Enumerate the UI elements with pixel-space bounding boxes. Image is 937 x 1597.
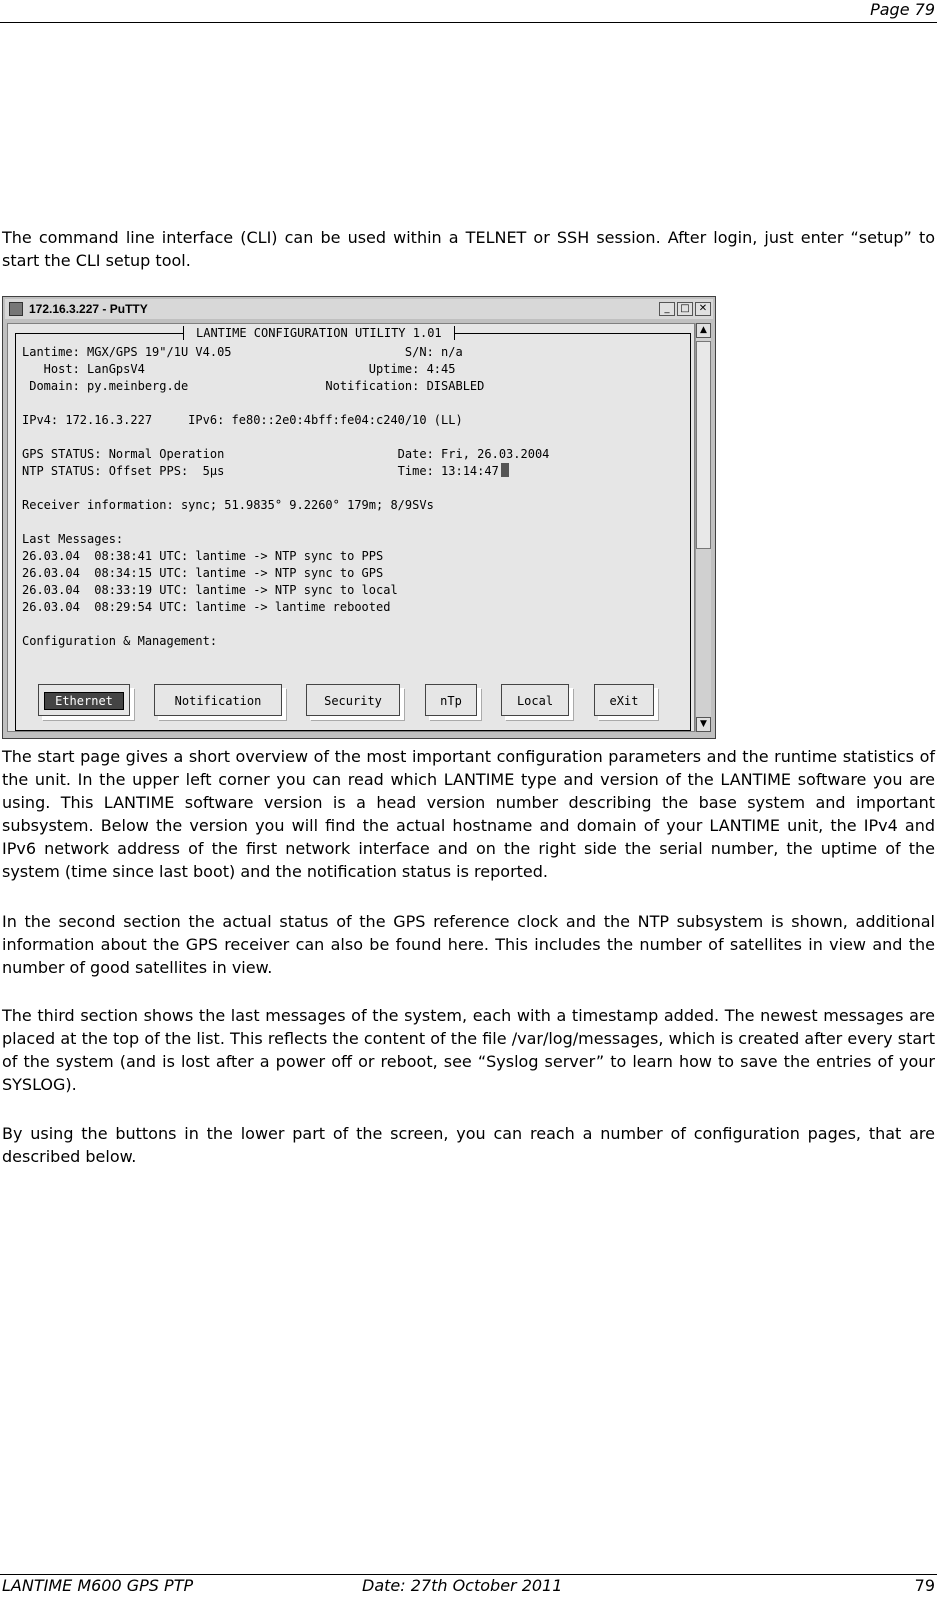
message-line: 26.03.04 08:38:41 UTC: lantime -> NTP sync to PPS bbox=[22, 549, 384, 563]
ntp-button[interactable]: nTp bbox=[425, 684, 477, 716]
status-paragraph: In the second section the actual status of the GPS reference clock and the NTP subsystem is shown, additional information about the GPS receiver can also be found here. This includes the number of satellites in view and the number of good satellites in view. bbox=[2, 912, 935, 977]
scroll-thumb[interactable] bbox=[696, 341, 711, 549]
utility-title: LANTIME CONFIGURATION UTILITY 1.01 bbox=[183, 326, 455, 340]
terminal-cursor bbox=[501, 463, 509, 477]
intro-paragraph: The command line interface (CLI) can be used within a TELNET or SSH session. After login, just enter “setup” to start the CLI setup tool. bbox=[2, 228, 935, 270]
scroll-up-icon[interactable]: ▲ bbox=[696, 323, 711, 338]
window-title: 172.16.3.227 - PuTTY bbox=[29, 302, 148, 316]
messages-paragraph: The third section shows the last messages of the system, each with a timestamp added. The newest messages are placed at the top of the list. This reflects the content of the file /var/log/messages, which is created after every start of the system (and is lost after a power off or reboot, see “Syslog server” to learn how to save the entries of your SYSLOG). bbox=[2, 1006, 935, 1094]
scroll-down-icon[interactable]: ▼ bbox=[696, 717, 711, 732]
footer-date: Date: 27th October 2011 bbox=[362, 1576, 563, 1595]
message-line: 26.03.04 08:29:54 UTC: lantime -> lantime rebooted bbox=[22, 600, 391, 614]
putty-app-icon bbox=[9, 302, 23, 316]
putty-window bbox=[2, 296, 716, 739]
security-button[interactable]: Security bbox=[306, 684, 400, 716]
ip-line: IPv4: 172.16.3.227 IPv6: fe80::2e0:4bff:fe04:c240/10 (LL) bbox=[22, 413, 463, 427]
buttons-paragraph: By using the buttons in the lower part of the screen, you can reach a number of configuration pages, that are described below. bbox=[2, 1124, 935, 1166]
gps-status-line: GPS STATUS: Normal Operation Date: Fri, 26.03.2004 bbox=[22, 447, 550, 461]
footer-rule bbox=[0, 1574, 937, 1575]
version-line: Lantime: MGX/GPS 19"/1U V4.05 S/N: n/a bbox=[22, 345, 463, 359]
ethernet-button[interactable] bbox=[38, 684, 130, 716]
ethernet-button-label: Ethernet bbox=[44, 692, 124, 710]
messages-heading: Last Messages: bbox=[22, 532, 124, 546]
minimize-icon[interactable]: _ bbox=[659, 302, 675, 316]
header-rule bbox=[0, 22, 937, 23]
overview-paragraph: The start page gives a short overview of the most important configuration parameters and the runtime statistics of the unit. In the upper left corner you can read which LANTIME type and version of the LANTIME software you are using. This LANTIME software version is a head version number describing the base system and important subsystem. Below the version you will find the actual hostname and domain of your LANTIME unit, the IPv4 and IPv6 network address of the first network interface and on the right side the serial number, the uptime of the system (time since last boot) and the notification status is reported. bbox=[2, 747, 935, 881]
maximize-icon[interactable]: □ bbox=[677, 302, 693, 316]
ntp-status-row bbox=[22, 463, 509, 480]
message-line: 26.03.04 08:34:15 UTC: lantime -> NTP sync to GPS bbox=[22, 566, 384, 580]
page-header-label: Page 79 bbox=[870, 0, 935, 19]
host-line: Host: LanGpsV4 Uptime: 4:45 bbox=[22, 362, 456, 376]
footer-page-number: 79 bbox=[914, 1576, 935, 1595]
domain-line: Domain: py.meinberg.de Notification: DISABLED bbox=[22, 379, 485, 393]
close-icon[interactable]: ✕ bbox=[695, 302, 711, 316]
putty-titlebar[interactable] bbox=[5, 299, 713, 319]
local-button[interactable]: Local bbox=[501, 684, 569, 716]
exit-button[interactable]: eXit bbox=[594, 684, 654, 716]
notification-button[interactable]: Notification bbox=[154, 684, 282, 716]
config-heading: Configuration & Management: bbox=[22, 634, 218, 648]
footer-title: LANTIME M600 GPS PTP bbox=[2, 1576, 194, 1595]
terminal-screen[interactable] bbox=[7, 323, 695, 732]
ntp-status-line: NTP STATUS: Offset PPS: 5µs Time: 13:14:47 bbox=[22, 464, 499, 478]
vertical-scrollbar[interactable] bbox=[695, 323, 711, 732]
receiver-info-line: Receiver information: sync; 51.9835° 9.2260° 179m; 8/9SVs bbox=[22, 498, 434, 512]
message-line: 26.03.04 08:33:19 UTC: lantime -> NTP sync to local bbox=[22, 583, 398, 597]
